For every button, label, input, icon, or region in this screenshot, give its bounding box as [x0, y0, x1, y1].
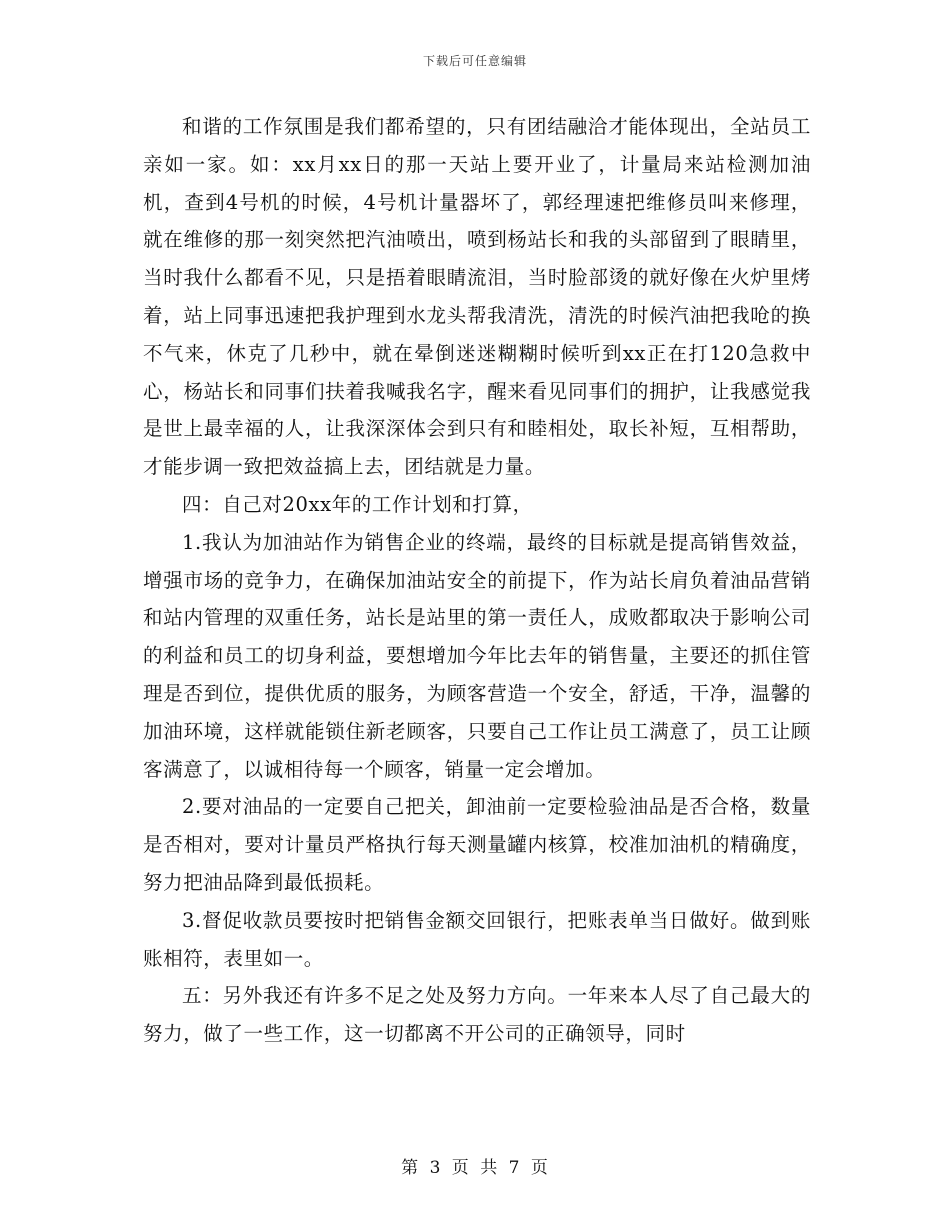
- section-heading-five: 五：另外我还有许多不足之处及努力方向。一年来本人尽了自己最大的努力，做了一些工作，这一切都离不开公司的正确领导，同时: [143, 984, 811, 1046]
- paragraph-plan-2: 2.要对油品的一定要自己把关，卸油前一定要检验油品是否合格，数量是否相对，要对计量员严格执行每天测量罐内核算，校准加油机的精确度，努力把油品降到最低损耗。: [143, 795, 811, 894]
- section-heading-four: 四：自己对20xx年的工作计划和打算，: [182, 492, 533, 516]
- paragraph-plan-3: 3.督促收款员要按时把销售金额交回银行，把账表单当日做好。做到账账相符，表里如一。: [143, 908, 811, 970]
- paragraph-harmony: 和谐的工作氛围是我们都希望的，只有团结融洽才能体现出，全站员工亲如一家。如：xx月xx日的那一天站上要开业了，计量局来站检测加油机，查到4号机的时候，4号机计量器坏了，郭经理速把维修员叫来修理，就在维修的那一刻突然把汽油喷出，喷到杨站长和我的头部留到了眼睛里，当时我什么都看不见，只是捂着眼睛流泪，当时脸部烫的就好像在火炉里烤着，站上同事迅速把我护理到水龙头帮我清洗，清洗的时候汽油把我呛的换不气来，休克了几秒中，就在晕倒迷迷糊糊时候听到xx正在打120急救中心，杨站长和同事们扶着我喊我名字，醒来看见同事们的拥护，让我感觉我是世上最幸福的人，让我深深体会到只有和睦相处，取长补短，互相帮助，才能步调一致把效益搞上去，团结就是力量。: [143, 115, 811, 479]
- paragraph-plan-1: 1.我认为加油站作为销售企业的终端，最终的目标就是提高销售效益，增强市场的竞争力，在确保加油站安全的前提下，作为站长肩负着油品营销和站内管理的双重任务，站长是站里的第一责任人，成败都取决于影响公司的利益和员工的切身利益，要想增加今年比去年的销售量，主要还的抓住管理是否到位，提供优质的服务，为顾客营造一个安全，舒适，干净，温馨的加油环境，这样就能锁住新老顾客，只要自己工作让员工满意了，员工让顾客满意了，以诚相待每一个顾客，销量一定会增加。: [143, 530, 811, 781]
- page-header: 下载后可任意编辑: [422, 54, 527, 68]
- page-number-footer: 第 3 页 共 7 页: [401, 1158, 549, 1178]
- document-body: [143, 108, 811, 1053]
